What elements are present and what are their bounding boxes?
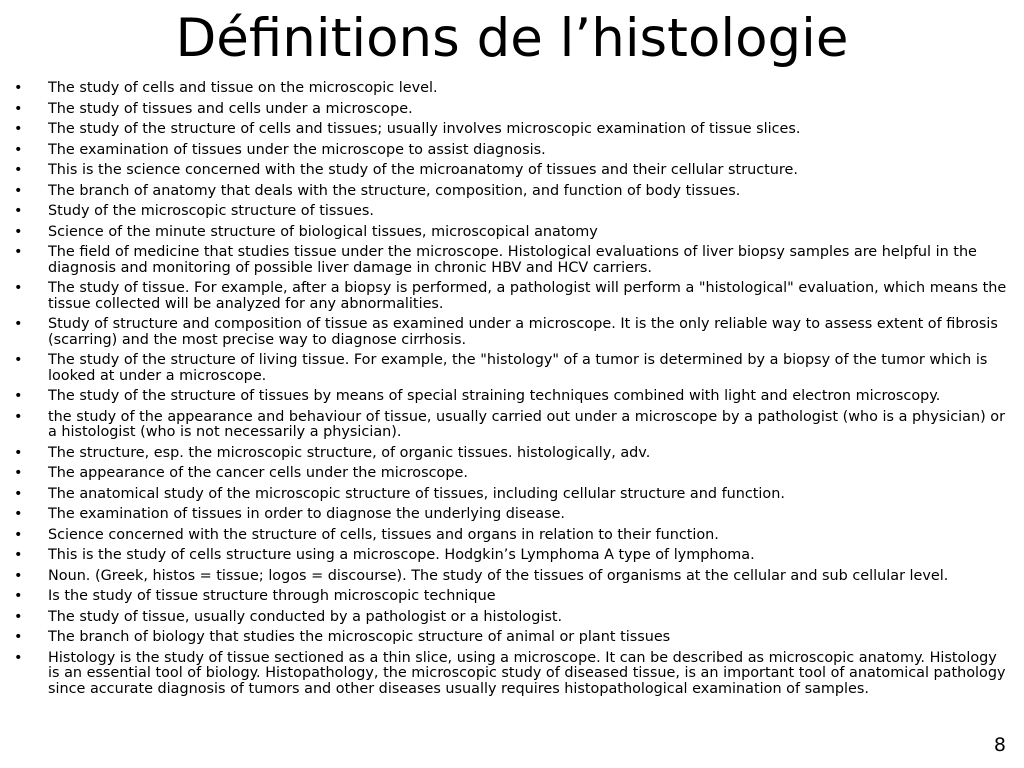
bullet-icon: • (14, 485, 23, 502)
list-item (14, 353, 1010, 384)
list-item (14, 389, 1010, 405)
list-item (14, 102, 1010, 118)
bullet-icon: • (14, 352, 23, 368)
page-number: 8 (993, 734, 1006, 756)
bullet-icon: • (14, 465, 23, 481)
list-item (14, 163, 1010, 179)
list-item (14, 122, 1010, 138)
bullet-icon: • (14, 100, 23, 117)
bullet-icon: • (14, 162, 23, 178)
list-item-text: The anatomical study of the microscopic structure of tissues, including cellular structure and function. (48, 485, 785, 502)
bullet-icon: • (14, 203, 23, 219)
list-item (14, 281, 1010, 312)
list-item-text: The examination of tissues under the microscope to assist diagnosis. (48, 141, 546, 158)
list-item-text: Is the study of tissue structure through microscopic technique (48, 588, 496, 604)
list-item (14, 81, 1010, 97)
list-item-text: Study of structure and composition of tissue as examined under a microscope. It is the only reliable way to assess extent of fibrosis (scarring) and the most precise way to diagnose cirrhosis. (48, 316, 998, 348)
list-item (14, 487, 1010, 503)
list-item-text: The study of tissue, usually conducted by a pathologist or a histologist. (48, 608, 563, 625)
list-item (14, 317, 1010, 348)
list-item (14, 610, 1010, 626)
list-item-text: Noun. (Greek, histos = tissue; logos = discourse). The study of the tissues of organisms at the cellular and sub cellular level. (48, 567, 949, 584)
list-item-text: The structure, esp. the microscopic structure, of organic tissues. histologically, adv. (48, 444, 651, 461)
list-item (14, 143, 1010, 159)
list-item (14, 446, 1010, 462)
list-item-text: This is the study of cells structure using a microscope. Hodgkin’s Lymphoma A type of lymphoma. (48, 547, 755, 563)
list-item-text: the study of the appearance and behaviour of tissue, usually carried out under a microscope by a pathologist (who is a physician) or a histologist (who is not necessarily a physician). (48, 408, 1006, 440)
bullet-icon: • (14, 444, 23, 461)
list-item (14, 651, 1010, 698)
list-item (14, 507, 1010, 523)
list-item (14, 184, 1010, 200)
bullet-icon: • (14, 629, 23, 645)
bullet-icon: • (14, 588, 23, 604)
definition-list (14, 81, 1010, 702)
bullet-icon: • (14, 141, 23, 158)
list-item-text: The study of the structure of tissues by means of special straining techniques combined with light and electron microscopy. (48, 388, 941, 404)
list-item-text: Science of the minute structure of biological tissues, microscopical anatomy (48, 223, 598, 240)
list-item-text: The study of tissues and cells under a microscope. (48, 100, 413, 117)
list-item-text: Science concerned with the structure of cells, tissues and organs in relation to their function. (48, 526, 719, 543)
bullet-icon: • (14, 408, 23, 425)
list-item-text: The appearance of the cancer cells under the microscope. (48, 465, 468, 481)
list-item (14, 630, 1010, 646)
list-item-text: The study of cells and tissue on the microscopic level. (48, 80, 438, 96)
list-item (14, 245, 1010, 276)
list-item-text: The branch of anatomy that deals with the structure, composition, and function of body tissues. (48, 182, 741, 199)
bullet-icon: • (14, 547, 23, 563)
bullet-icon: • (14, 280, 23, 296)
bullet-icon: • (14, 506, 23, 522)
list-item (14, 589, 1010, 605)
list-item (14, 410, 1010, 441)
list-item-text: Histology is the study of tissue sectioned as a thin slice, using a microscope. It can be described as microscopic anatomy. Histology is an essential tool of biology. Histopathology, the microscopic study of diseased tissue, is an important tool of anatomical pathology since accurate diagnosis of tumors and other diseases usually requires histopathological examination of samples. (48, 649, 1006, 697)
list-item-text: The branch of biology that studies the microscopic structure of animal or plant tissues (48, 629, 671, 645)
bullet-icon: • (14, 244, 23, 260)
list-item (14, 548, 1010, 564)
bullet-icon: • (14, 608, 23, 625)
bullet-icon: • (14, 80, 23, 96)
list-item (14, 528, 1010, 544)
list-item-text: The examination of tissues in order to diagnose the underlying disease. (48, 506, 566, 522)
bullet-icon: • (14, 316, 23, 332)
list-item (14, 569, 1010, 585)
bullet-icon: • (14, 649, 23, 666)
list-item (14, 466, 1010, 482)
list-item (14, 225, 1010, 241)
list-item-text: The study of the structure of living tissue. For example, the "histology" of a tumor is determined by a biopsy of the tumor which is looked at under a microscope. (48, 352, 988, 384)
list-item-text: This is the science concerned with the study of the microanatomy of tissues and their cellular structure. (48, 162, 798, 178)
bullet-icon: • (14, 182, 23, 199)
slide-title: Définitions de l’histologie (175, 8, 849, 69)
list-item-text: The study of the structure of cells and tissues; usually involves microscopic examination of tissue slices. (48, 121, 801, 137)
bullet-icon: • (14, 567, 23, 584)
list-item-text: Study of the microscopic structure of tissues. (48, 203, 374, 219)
list-item (14, 204, 1010, 220)
list-item-text: The field of medicine that studies tissue under the microscope. Histological evaluations of liver biopsy samples are helpful in the diagnosis and monitoring of possible liver damage in chronic HBV and HCV carriers. (48, 244, 977, 276)
list-item-text: The study of tissue. For example, after a biopsy is performed, a pathologist will perform a "histological" evaluation, which means the tissue collected will be analyzed for any abnormalities. (48, 280, 1007, 312)
bullet-icon: • (14, 388, 23, 404)
bullet-icon: • (14, 526, 23, 543)
bullet-icon: • (14, 121, 23, 137)
bullet-icon: • (14, 223, 23, 240)
